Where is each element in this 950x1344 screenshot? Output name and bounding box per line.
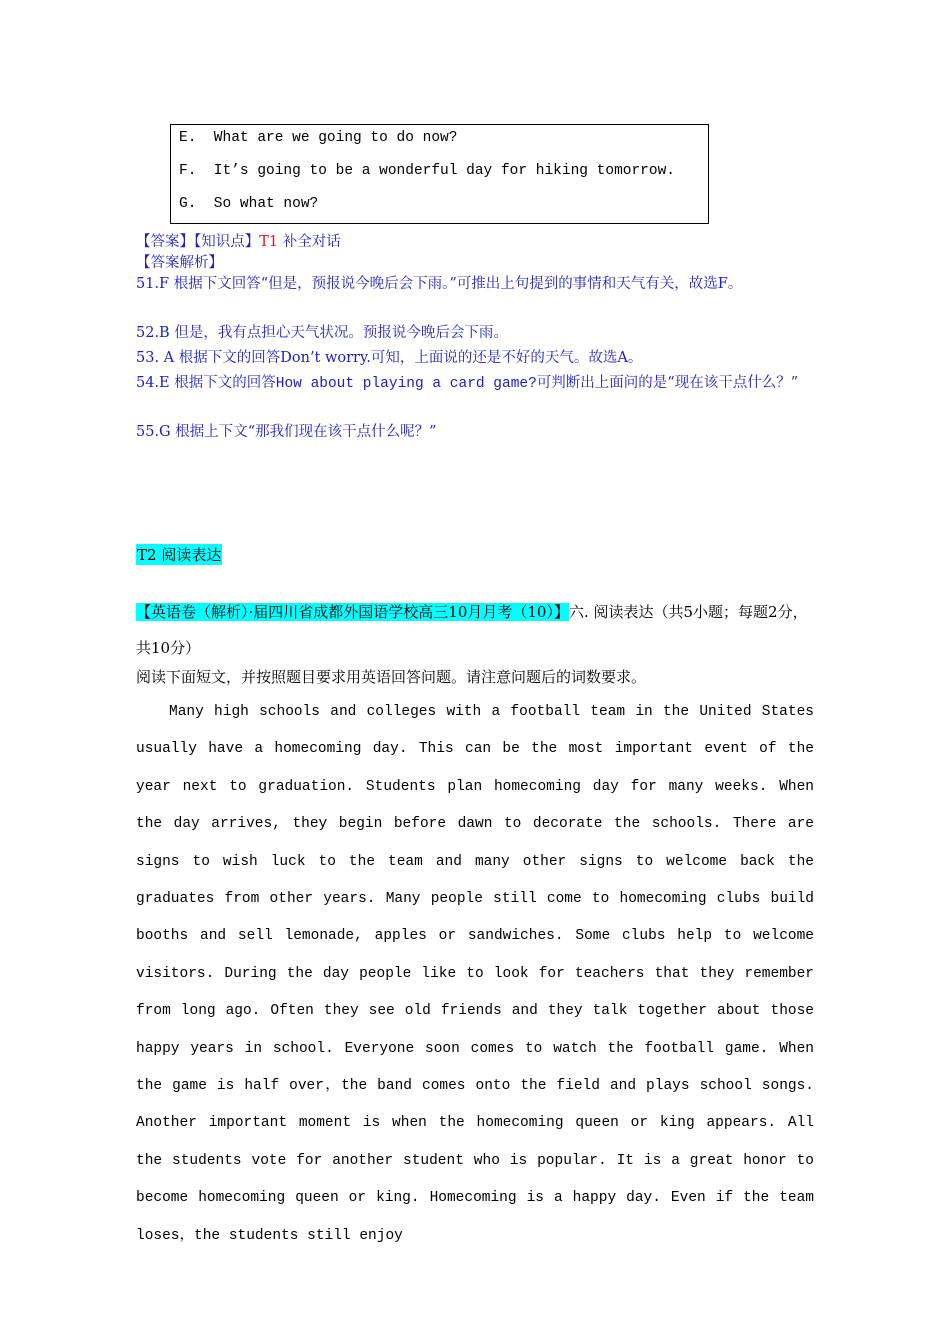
explanation-52: 52.B 但是，我有点担心天气状况。预报说今晚后会下雨。 [136,325,508,341]
explanation-54-end: 可判断出上面问的是“现在该干点什么？” [536,375,799,391]
source-rest: 六. 阅读表达（共5小题；每题2分，共10分） [136,603,808,657]
explanation-53: 53. A 根据下文的回答Don’t worry.可知，上面说的还是不好的天气。故选A。 [136,350,643,366]
source-highlight: 【英语卷（解析）·届四川省成都外国语学校高三10月月考（10）】 [136,603,569,621]
knowledge-point-code: T1 [259,234,279,250]
option-g: G. So what now? [179,196,319,212]
question-source [136,594,818,666]
option-e: E. What are we going to do now? [179,130,458,146]
explanation-54-start: 54.E 根据下文的回答 [136,375,276,391]
analysis-label: 【答案解析】 [136,255,223,271]
explanation-54-quote: How about playing a card game? [275,376,537,392]
reading-passage: Many high schools and colleges with a football team in the United States usually have a homecoming day. This can be the most important event of the year next to graduation. Students plan homecoming day for many weeks. When the day arrives, they begin before dawn to decorate the schools. There are signs to wish luck to the team and many other signs to welcome back the graduates from other years. Many people still come to homecoming clubs build booths and sell lemonade, apples or sandwiches. Some clubs help to welcome visitors. During the day people like to look for teachers that they remember from long ago. Often they see old friends and they talk together about those happy years in school. Everyone soon comes to watch the football game. When the game is half over，the band comes onto the field and plays school songs. Another important moment is when the homecoming queen or king appears. All the students vote for another student who is popular. It is a great honor to become homecoming queen or king. Homecoming is a happy day. Even if the team loses，the students still enjoy [136,704,814,1244]
options-box [170,124,709,224]
explanation-51: 51.F 根据下文回答“但是，预报说今晚后会下雨。”可推出上句提到的事情和天气有关，故选F。 [136,276,743,292]
answer-label: 【答案】 [136,234,194,250]
knowledge-point-label: 【知识点】 [194,234,260,250]
knowledge-point-name: 补全对话 [282,234,341,250]
option-f: F. It’s going to be a wonderful day for hiking tomorrow. [179,163,675,179]
section-title: T2 阅读表达 [137,546,222,564]
answer-header [136,230,341,251]
explanation-54 [136,371,816,396]
instruction: 阅读下面短文，并按照题目要求用英语回答问题。请注意问题后的词数要求。 [136,668,647,686]
explanation-55: 55.G 根据上下文“那我们现在该干点什么呢？” [136,424,437,440]
